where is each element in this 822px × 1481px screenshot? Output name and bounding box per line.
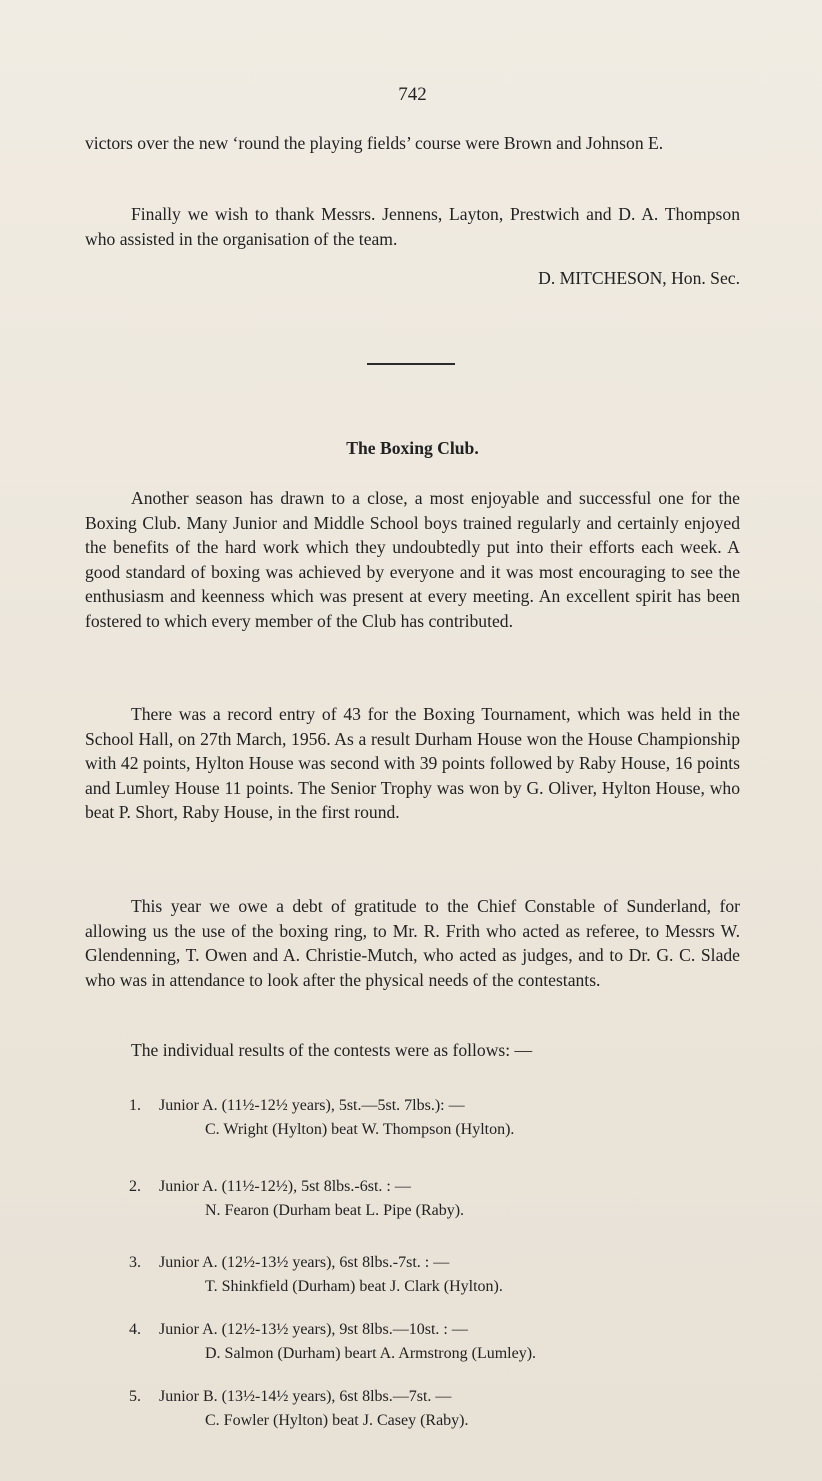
result-outcome: N. Fearon (Durham beat L. Pipe (Raby). — [205, 1202, 465, 1219]
boxing-paragraph-3: This year we owe a debt of gratitude to the Chief Constable of Sunderland, for allowing us the use of the boxing ring, to Mr. R. Frith who acted as referee, to Messrs W. Glendenning, T. Owen and A. Christie-Mutch, who acted as judges, and to Dr. G. C. Slade who was in attendance to look after the physical needs of the contestants. — [85, 896, 740, 990]
result-number: 4. — [129, 1321, 141, 1338]
result-category: Junior A. (12½-13½ years), 9st 8lbs.—10st. : — — [159, 1321, 468, 1338]
result-number: 2. — [129, 1178, 141, 1195]
section-divider — [367, 363, 455, 365]
result-outcome: C. Wright (Hylton) beat W. Thompson (Hylton). — [205, 1121, 515, 1138]
intro-paragraph-2: Finally we wish to thank Messrs. Jennens, Layton, Prestwich and D. A. Thompson who assisted in the organisation of the team. — [85, 204, 740, 249]
result-category: Junior A. (11½-12½), 5st 8lbs.-6st. : — — [159, 1178, 411, 1195]
result-category: Junior B. (13½-14½ years), 6st 8lbs.—7st. — — [159, 1388, 452, 1405]
intro-paragraph-1: victors over the new ‘round the playing fields’ course were Brown and Johnson E. — [85, 133, 664, 153]
page-number: 742 — [398, 84, 427, 105]
result-item — [129, 1094, 689, 1142]
result-item — [129, 1318, 689, 1366]
result-number: 1. — [129, 1097, 141, 1114]
boxing-paragraph-2: There was a record entry of 43 for the Boxing Tournament, which was held in the School Hall, on 27th March, 1956. As a result Durham House won the House Championship with 42 points, Hylton House was second with 39 points followed by Raby House, 16 points and Lumley House 11 points. The Senior Trophy was won by G. Oliver, Hylton House, who beat P. Short, Raby House, in the first round. — [85, 704, 740, 822]
boxing-paragraph-1: Another season has drawn to a close, a most enjoyable and successful one for the Boxing Club. Many Junior and Middle School boys trained regularly and certainly enjoyed the benefits of the hard work which they undoubtedly put into their efforts each week. A good standard of boxing was achieved by everyone and it was most encouraging to see the enthusiasm and keenness which was present at every meeting. An excellent spirit has been fostered to which every member of the Club has contributed. — [85, 488, 740, 631]
result-item — [129, 1385, 689, 1433]
result-outcome: D. Salmon (Durham) beart A. Armstrong (Lumley). — [205, 1345, 537, 1362]
result-outcome: C. Fowler (Hylton) beat J. Casey (Raby). — [205, 1412, 469, 1429]
section-heading: The Boxing Club. — [346, 438, 479, 458]
result-outcome: T. Shinkfield (Durham) beat J. Clark (Hylton). — [205, 1278, 503, 1295]
result-number: 3. — [129, 1254, 141, 1271]
results-intro: The individual results of the contests were as follows: — — [131, 1040, 533, 1060]
signature: D. MITCHESON, Hon. Sec. — [538, 268, 740, 288]
result-item — [129, 1175, 689, 1223]
result-category: Junior A. (11½-12½ years), 5st.—5st. 7lbs.): — — [159, 1097, 465, 1114]
result-item — [129, 1251, 689, 1299]
result-category: Junior A. (12½-13½ years), 6st 8lbs.-7st. : — — [159, 1254, 450, 1271]
result-number: 5. — [129, 1388, 141, 1405]
